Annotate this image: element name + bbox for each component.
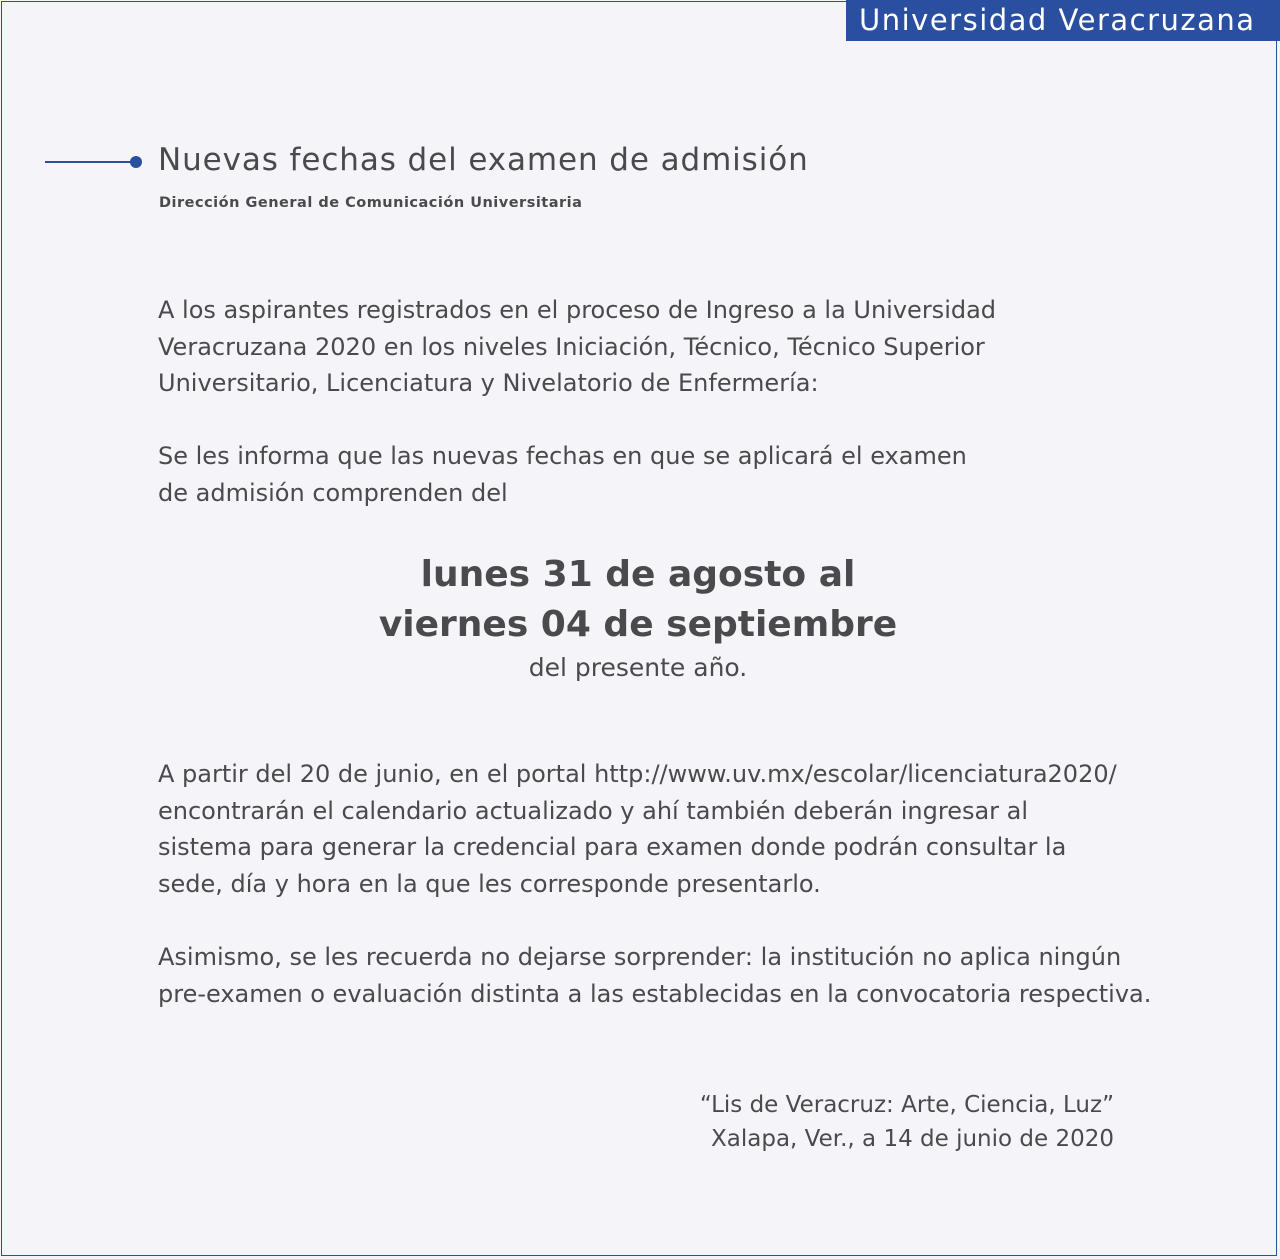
text-line: A los aspirantes registrados en el proceso de Ingreso a la Universidad (158, 296, 997, 324)
text-line: Se les informa que las nuevas fechas en que se aplicará el examen (158, 442, 967, 470)
exam-dates-block (0, 550, 1276, 686)
exam-start-date: lunes 31 de agosto al (420, 554, 856, 595)
university-motto: “Lis de Veracruz: Arte, Ciencia, Luz” (699, 1092, 1114, 1118)
exam-year-note: del presente año. (528, 653, 748, 682)
closing-block (700, 1088, 1114, 1156)
text-line: sede, día y hora en la que les corresponde presentarlo. (158, 869, 821, 898)
exam-end-date: viernes 04 de septiembre (378, 604, 898, 645)
portal-paragraph (158, 756, 1117, 902)
reminder-paragraph (158, 939, 1151, 1012)
title-accent-line (45, 161, 133, 163)
article-title: Nuevas fechas del examen de admisión (158, 142, 809, 178)
text-line: A partir del 20 de junio, en el portal http://www.uv.mx/escolar/licenciatura2020/ (158, 760, 1117, 788)
title-accent-dot (130, 156, 142, 168)
place-and-date: Xalapa, Ver., a 14 de junio de 2020 (711, 1126, 1114, 1152)
text-line: sistema para generar la credencial para examen donde podrán consultar la (158, 833, 1067, 862)
text-line: encontrarán el calendario actualizado y ahí también deberán ingresar al (158, 796, 1029, 825)
text-line: Asimismo, se les recuerda no dejarse sorprender: la institución no aplica ningún (158, 943, 1122, 971)
notice-paragraph (158, 438, 967, 511)
university-brand-banner: Universidad Veracruzana (846, 0, 1280, 41)
article-byline: Dirección General de Comunicación Universitaria (159, 195, 583, 211)
text-line: Veracruzana 2020 en los niveles Iniciación, Técnico, Técnico Superior (158, 332, 985, 361)
text-line: de admisión comprenden del (158, 478, 508, 507)
text-line: pre-examen o evaluación distinta a las establecidas en la convocatoria respectiva. (158, 979, 1152, 1008)
intro-paragraph (158, 292, 996, 402)
text-line: Universitario, Licenciatura y Nivelatorio de Enfermería: (158, 369, 819, 398)
